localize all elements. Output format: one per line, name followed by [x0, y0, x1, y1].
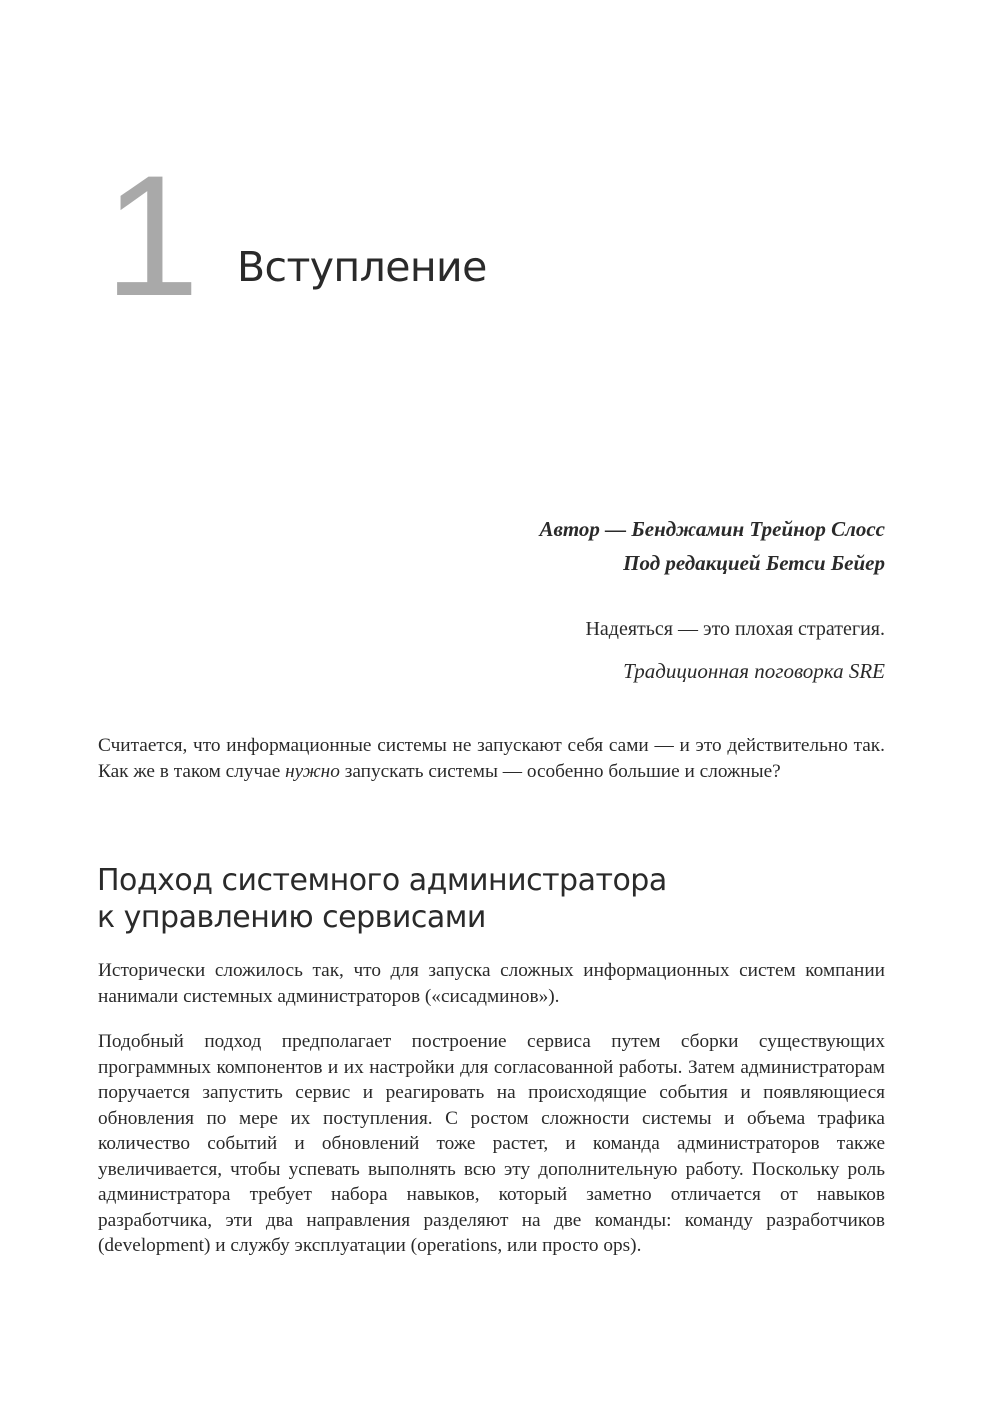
chapter-number: 1 [104, 140, 200, 332]
epigraph-quote: Надеяться — это плохая стратегия. [585, 618, 885, 640]
section-heading [97, 862, 897, 936]
intro-text-part1: Считается, что информационные системы не запускают себя сами — и это действительно так. Как же в таком случае [98, 735, 885, 782]
epigraph [585, 614, 885, 686]
intro-text-part2: запускать системы — особенно большие и сложные? [339, 760, 781, 782]
chapter-title: Вступление [237, 243, 487, 291]
section-heading-line2: к управлению сервисами [97, 900, 486, 935]
section-paragraph-2: Подобный подход предполагает построение сервиса путем сборки существующих программных компонентов и их настройки для согласованной работы. Затем администраторам поручается запустить сервис и реагировать на происходящие события и появляющиеся обновления по мере их поступления. С ростом сложности системы и объема трафика количество событий и обновлений тоже растет, и команда администраторов также увеличивается, чтобы успевать выполнять всю эту дополнительную работу. Поскольку роль администратора требует набора навыков, который заметно отличается от навыков разработчика, эти два направления разделяют на две команды: команду разработчиков (development) и службу эксплуатации (operations, или просто ops). [98, 1031, 885, 1256]
epigraph-source: Традиционная поговорка SRE [623, 659, 885, 683]
intro-paragraph [98, 733, 885, 784]
section-paragraph-1: Исторически сложилось так, что для запуска сложных информационных систем компании нанимали системных администраторов («сисадминов»). [98, 960, 885, 1007]
author-line: Автор — Бенджамин Трейнор Слосс [539, 517, 885, 541]
intro-emphasis: нужно [285, 760, 340, 782]
section-heading-line1: Подход системного администратора [97, 863, 667, 898]
authors-block [539, 512, 885, 580]
editor-line: Под редакцией Бетси Бейер [623, 551, 885, 575]
